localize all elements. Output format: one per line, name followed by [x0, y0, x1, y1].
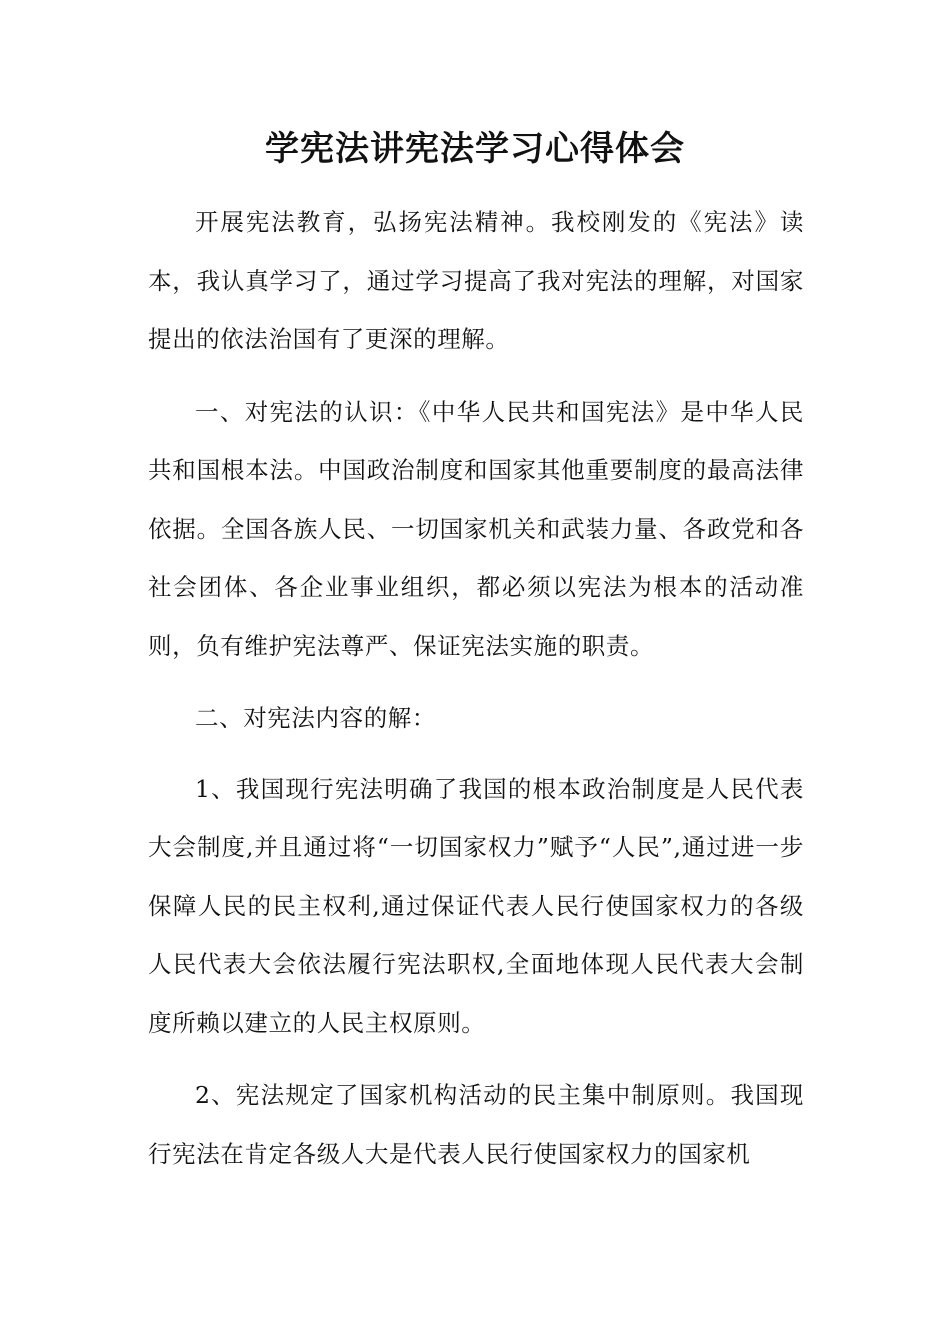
document-body: [148, 193, 804, 1197]
paragraph-section-two-heading: 二、对宪法内容的解：: [195, 704, 436, 732]
paragraph-point-one: 1、我国现行宪法明确了我国的根本政治制度是人民代表大会制度,并且通过将“一切国家权力”赋予“人民”,通过进一步保障人民的民主权利,通过保证代表人民行使国家权力的各级人民代表大会依法履行宪法职权,全面地体现人民代表大会制度所赖以建立的人民主权原则。: [148, 774, 804, 1037]
paragraph-point-two: 2、宪法规定了国家机构活动的民主集中制原则。我国现行宪法在肯定各级人大是代表人民行使国家权力的国家机: [148, 1081, 804, 1168]
document-title: 学宪法讲宪法学习心得体会: [265, 129, 685, 169]
paragraph-intro: 开展宪法教育，弘扬宪法精神。我校刚发的《宪法》读本，我认真学习了，通过学习提高了我对宪法的理解，对国家提出的依法治国有了更深的理解。: [148, 208, 804, 353]
paragraph-section-one: 一、对宪法的认识：《中华人民共和国宪法》是中华人民共和国根本法。中国政治制度和国家其他重要制度的最高法律依据。全国各族人民、一切国家机关和武装力量、各政党和各社会团体、各企业事业组织，都必须以宪法为根本的活动准则，负有维护宪法尊严、保证宪法实施的职责。: [148, 397, 804, 660]
